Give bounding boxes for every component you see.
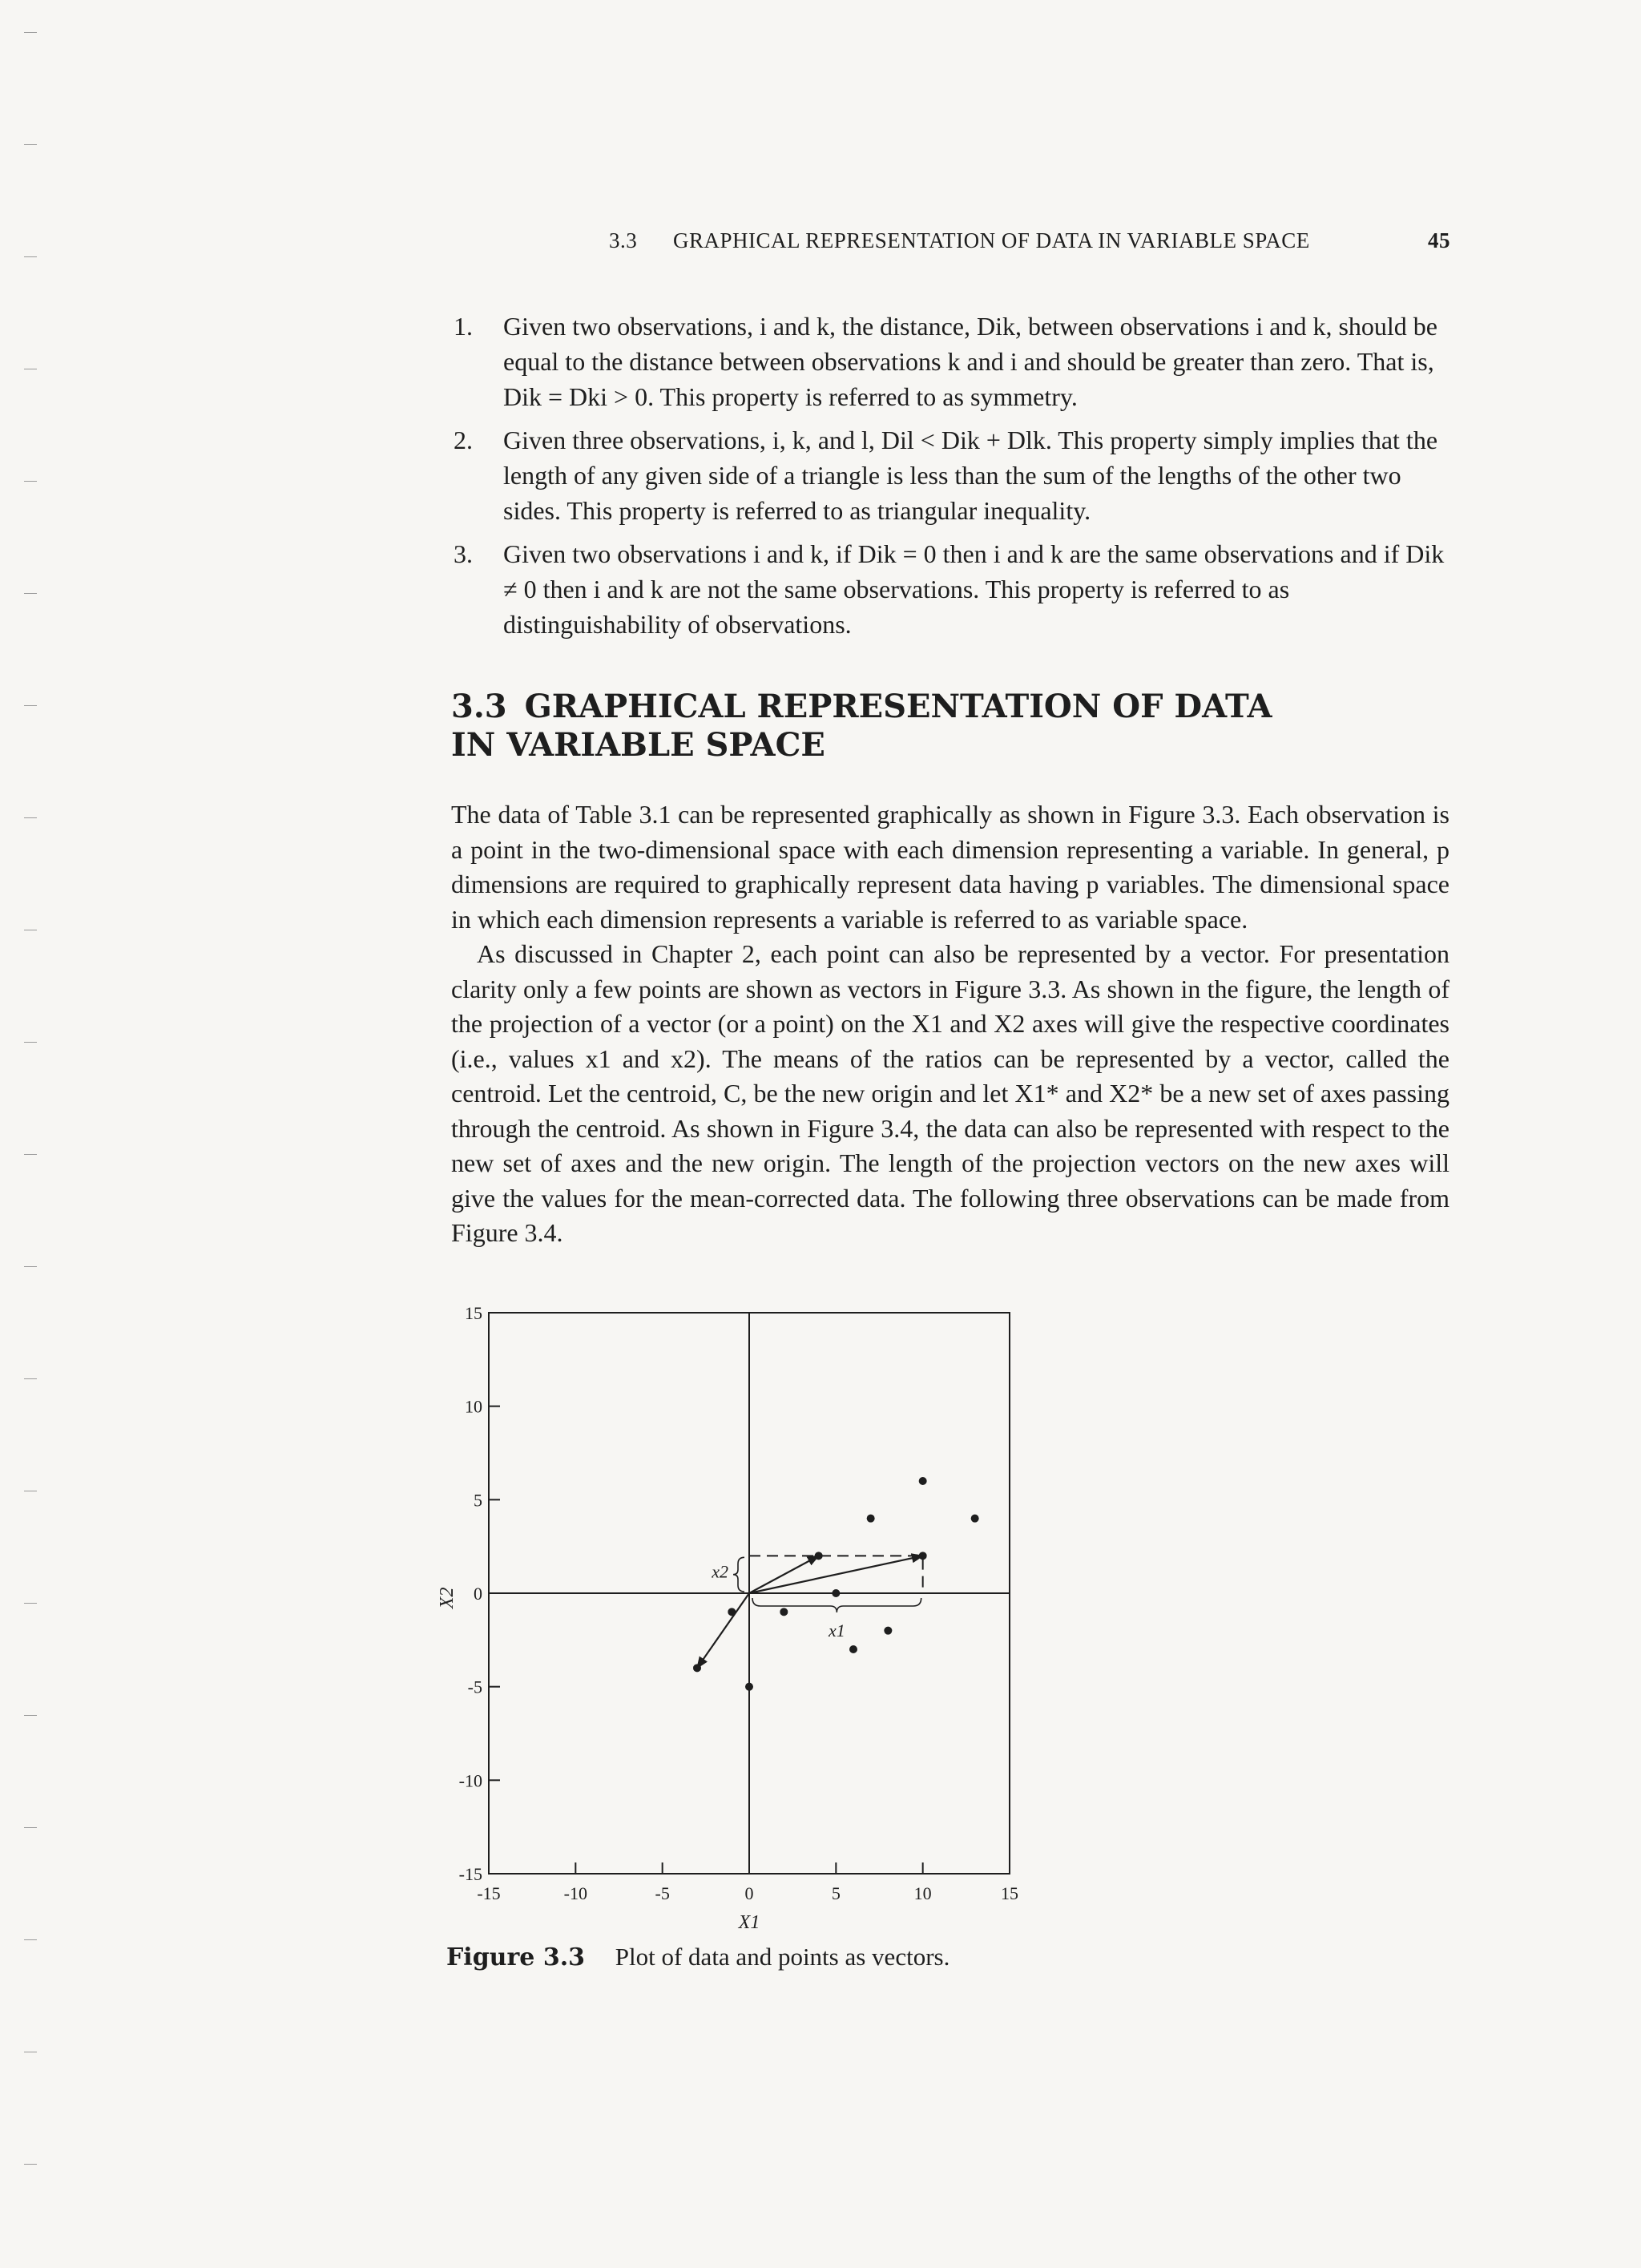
header-section-number: 3.3: [609, 228, 638, 252]
section-number: 3.3: [451, 688, 507, 725]
data-point: [728, 1608, 736, 1616]
list-item: [449, 422, 1450, 528]
data-point: [971, 1515, 979, 1523]
figure-3-3: [437, 1298, 1070, 1931]
section-title-line2: IN VARIABLE SPACE: [451, 726, 825, 764]
data-point: [780, 1608, 788, 1616]
data-point: [849, 1645, 857, 1653]
x-tick-label: 5: [831, 1883, 841, 1903]
y-tick-label: -15: [458, 1864, 482, 1884]
data-vector: [697, 1593, 749, 1668]
y-tick-label: 10: [465, 1396, 482, 1417]
x1-projection-brace: [752, 1598, 921, 1612]
binding-mark: [24, 705, 37, 706]
data-point: [919, 1477, 927, 1485]
x-tick-label: -5: [655, 1883, 670, 1903]
y-tick-label: 0: [474, 1584, 482, 1604]
section-heading: [451, 688, 1333, 765]
y-tick-label: -10: [458, 1770, 482, 1791]
data-point: [867, 1515, 875, 1523]
data-point: [832, 1589, 840, 1597]
binding-mark: [24, 2164, 37, 2165]
binding-mark: [24, 1042, 37, 1043]
binding-mark: [24, 1715, 37, 1716]
list-marker: 1.: [454, 312, 473, 341]
binding-mark: [24, 144, 37, 145]
list-item-text: Given two observations i and k, if Dik = 0 then i and k are the same observations and if Dik ≠ 0 then i and k are not the same observations. This property is referred to as distinguishability of observations.: [503, 539, 1445, 639]
caption-text: Plot of data and points as vectors.: [615, 1943, 950, 1971]
binding-mark: [24, 32, 37, 33]
binding-mark: [24, 817, 37, 818]
data-point: [919, 1552, 927, 1560]
data-point: [745, 1683, 753, 1691]
figure-caption: [446, 1943, 950, 1971]
x-axis-label: X1: [738, 1912, 760, 1933]
binding-mark: [24, 481, 37, 482]
data-vector: [749, 1556, 819, 1593]
data-point: [815, 1552, 823, 1560]
binding-mark: [24, 1939, 37, 1940]
y-tick-label: -5: [467, 1677, 482, 1697]
y-axis-label: X2: [437, 1587, 458, 1609]
list-item: [449, 309, 1450, 414]
y-tick-label: 15: [465, 1303, 482, 1323]
binding-mark: [24, 1827, 37, 1828]
x-tick-label: 0: [744, 1883, 754, 1903]
list-item-text: Given two observations, i and k, the distance, Dik, between observations i and k, should be equal to the distance between observations k and i and should be greater than zero. That is, Dik = Dki > 0. This property is referred to as symmetry.: [503, 312, 1437, 411]
x-tick-label: 15: [1001, 1883, 1018, 1903]
binding-mark: [24, 256, 37, 257]
binding-mark: [24, 1154, 37, 1155]
x-tick-label: 10: [913, 1883, 932, 1903]
list-item: [449, 536, 1450, 642]
caption-label: Figure 3.3: [446, 1943, 586, 1971]
list-item-text: Given three observations, i, k, and l, Dil < Dik + Dlk. This property simply implies that the length of any given side of a triangle is less than the sum of the lengths of the other two sides. This property is referred to as triangular inequality.: [503, 426, 1438, 525]
x-tick-label: -10: [563, 1883, 587, 1903]
data-point: [884, 1627, 892, 1635]
list-marker: 3.: [454, 539, 473, 568]
paragraph: The data of Table 3.1 can be represented graphically as shown in Figure 3.3. Each observation is a point in the two-dimensional space with each dimension representing a variable. In general, p dimensions are required to graphically represent data having p variables. The dimensional space in which each dimension represents a variable is referred to as variable space.: [451, 800, 1449, 934]
binding-mark: [24, 1266, 37, 1267]
data-vector: [749, 1556, 923, 1593]
binding-mark: [24, 593, 37, 594]
paragraph: As discussed in Chapter 2, each point can also be represented by a vector. For presentation clarity only a few points are shown as vectors in Figure 3.3. As shown in the figure, the length of the projection of a vector (or a point) on the X1 and X2 axes will give the respective coordinates (i.e., values x1 and x2). The means of the ratios can be represented by a vector, called the centroid. Let the centroid, C, be the new origin and let X1* and X2* be a new set of axes passing through the centroid. As shown in Figure 3.4, the data can also be represented with respect to the new set of axes and the new origin. The length of the projection vectors on the new axes will give the values for the mean-corrected data. The following three observations can be made from Figure 3.4.: [451, 939, 1449, 1247]
header-section-title: GRAPHICAL REPRESENTATION OF DATA IN VARIABLE SPACE: [673, 228, 1310, 252]
binding-mark: [24, 1378, 37, 1379]
scatter-plot: [437, 1298, 1070, 1931]
binding-mark: [24, 1603, 37, 1604]
body-text: [451, 797, 1449, 1251]
page-number: 45: [1428, 228, 1450, 252]
x1-annotation: x1: [828, 1620, 845, 1640]
x2-projection-brace: [733, 1557, 744, 1592]
section-title-line1: GRAPHICAL REPRESENTATION OF DATA: [524, 688, 1272, 725]
x2-annotation: x2: [712, 1561, 728, 1582]
x-tick-label: -15: [477, 1883, 501, 1903]
property-list: [449, 309, 1450, 650]
data-point: [693, 1664, 701, 1672]
list-marker: 2.: [454, 426, 473, 454]
y-tick-label: 5: [474, 1490, 482, 1511]
